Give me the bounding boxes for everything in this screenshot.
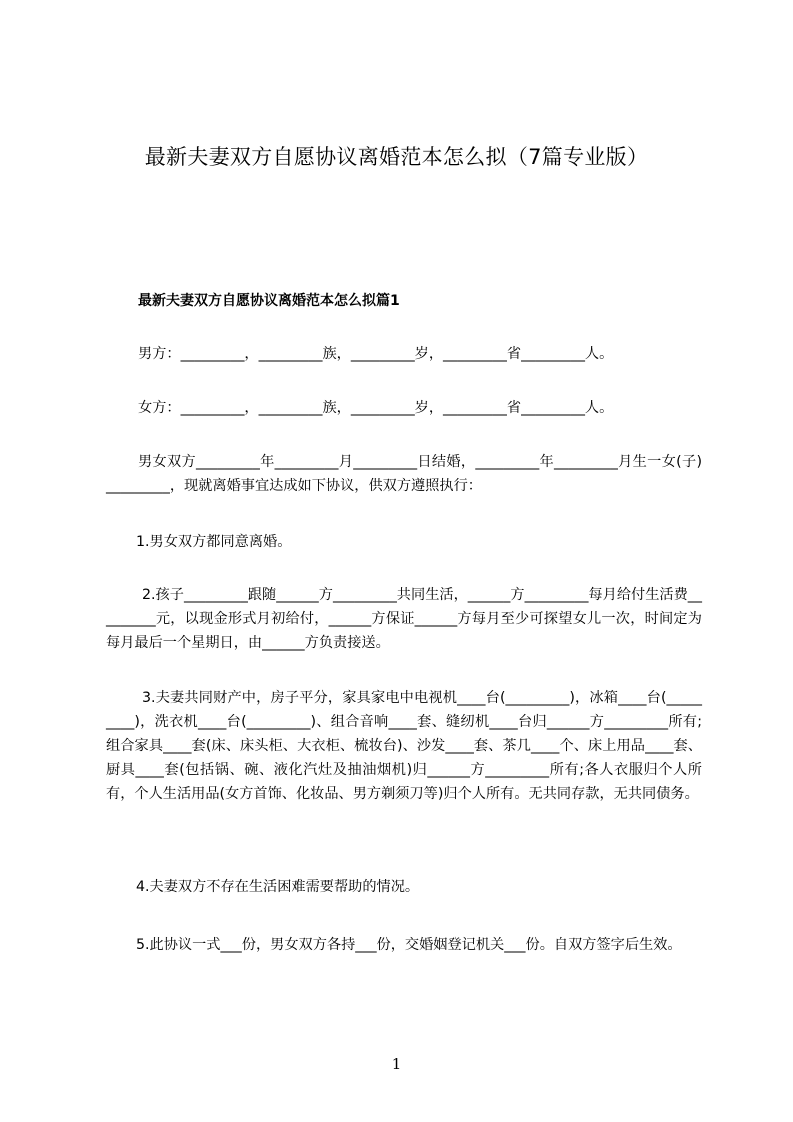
document-title: 最新夫妻双方自愿协议离婚范本怎么拟（7篇专业版） xyxy=(144,145,649,169)
paragraph-clause-5: 5.此协议一式___份，男女双方各持___份，交婚姻登记机关___份。自双方签字后生效。 xyxy=(136,937,682,953)
paragraph-clause-3: 3.夫妻共同财产中，房子平分，家具家电中电视机____台(_________)，冰箱____台(_________)，洗衣机____台(_________)、组合音响____套、缝纫机____台归______方_________所有;组合家具____套(床、床头柜、大衣柜、梳妆台)、沙发____套、茶几____个、床上用品____套、厨具____套(包括锅、碗、液化汽灶及抽油烟机)归______方_________所有;各人衣服归个人所有，个人生活用品(女方首饰、化妆品、男方剃须刀等)归个人所有。无共同存款，无共同债务。 xyxy=(106,690,702,802)
paragraph-female-info: 女方：_________，_________族，_________岁，_________省_________人。 xyxy=(138,400,614,416)
paragraph-marriage-info: 男女双方_________年_________月_________日结婚，_________年_________月生一女(子)_________，现就离婚事宜达成如下协议，供双方遵照执行： xyxy=(106,454,702,494)
page-number: 1 xyxy=(391,1055,402,1073)
paragraph-clause-1: 1.男女双方都同意离婚。 xyxy=(136,534,292,550)
paragraph-clause-4: 4.夫妻双方不存在生活困难需要帮助的情况。 xyxy=(136,879,420,895)
paragraph-clause-2: 2.孩子_________跟随______方_________共同生活，______方_________每月给付生活费_________元，以现金形式月初给付，______方保证______方每月至少可探望女儿一次，时间定为每月最后一个星期日，由______方负责接送。 xyxy=(106,587,702,651)
section-title: 最新夫妻双方自愿协议离婚范本怎么拟篇1 xyxy=(138,293,400,309)
paragraph-male-info: 男方：_________，_________族，_________岁，_________省_________人。 xyxy=(138,346,614,362)
